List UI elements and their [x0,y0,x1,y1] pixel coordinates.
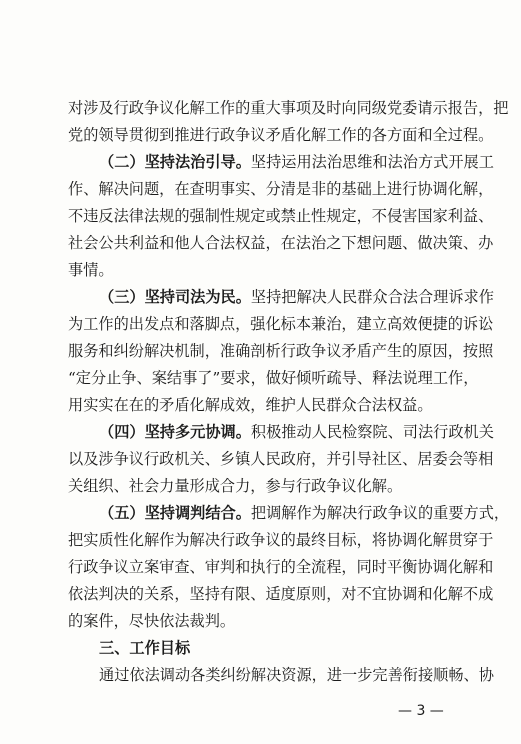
subsection-heading: （二）坚持法治引导。 [99,153,251,171]
line-text: 事情。 [68,261,114,279]
paragraph-line [68,395,460,415]
line-text: 不违反法律法规的强制性规定或禁止性规定，不侵害国家利益、 [68,207,494,225]
paragraph-line [99,665,494,685]
paragraph-line [68,611,460,631]
line-text: 把调解作为解决行政争议的重要方式， [250,504,510,522]
line-text: 社会公共利益和他人合法权益，在法治之下想问题、做决策、办 [68,234,494,252]
line-text: 依法判决的关系，坚持有限、适度原则，对不宜协调和化解不成 [68,585,494,603]
line-text: 服务和纠纷解决机制，准确剖析行政争议矛盾产生的原因，按照 [68,342,494,360]
paragraph-line [68,368,479,388]
line-text: 为工作的出发点和落脚点，强化标本兼治，建立高效便捷的诉讼 [68,315,494,333]
section-heading-work-goals [99,638,460,658]
paragraph-line [68,530,494,550]
line-text: “定分止争、案结事了”要求，做好倾听疏导、释法说理工作， [68,369,479,387]
line-text: 对涉及行政争议化解工作的重大事项及时向同级党委请示报告，把 [68,99,509,117]
line-text: 把实质性化解作为解决行政争议的最终目标，将协调化解贯穿于 [68,531,494,549]
page-number: — 3 — [398,703,444,719]
line-text: 通过依法调动各类纠纷解决资源，进一步完善衔接顺畅、协 [99,666,494,684]
subsection-heading: （三）坚持司法为民。 [99,288,251,306]
paragraph-line [68,314,494,334]
line-text: 党的领导贯彻到推进行政争议矛盾化解工作的各方面和全过程。 [68,126,494,144]
line-text: 坚持把解决人民群众合法合理诉求作 [250,288,494,306]
line-text: 的案件，尽快依法裁判。 [68,612,236,630]
paragraph-line [68,341,494,361]
paragraph-line [68,584,494,604]
paragraph-line [68,125,494,145]
paragraph-line [68,449,494,469]
line-text: 关组织、社会力量形成合力，参与行政争议化解。 [68,477,403,495]
paragraph-line [68,179,494,199]
subsection-heading: （五）坚持调判结合。 [99,504,251,522]
section-three-heading-line [99,287,494,307]
paragraph-line [68,206,494,226]
section-two-heading-line [99,152,494,172]
line-text: 用实实在在的矛盾化解成效，维护人民群众合法权益。 [68,396,433,414]
section-four-heading-line [99,422,494,442]
paragraph-line [68,476,460,496]
line-text: 积极推动人民检察院、司法行政机关 [250,423,494,441]
paragraph-line [68,233,494,253]
line-text: 坚持运用法治思维和法治方式开展工 [250,153,494,171]
line-text: 作、解决问题，在查明事实、分清是非的基础上进行协调化解， [68,180,494,198]
line-text: 以及涉争议行政机关、乡镇人民政府，并引导社区、居委会等相 [68,450,494,468]
line-text: 行政争议立案审查、审判和执行的全流程，同时平衡协调化解和 [68,558,494,576]
subsection-heading: （四）坚持多元协调。 [99,423,251,441]
paragraph-line [68,98,509,118]
paragraph-line [68,557,494,577]
section-five-heading-line [99,503,510,523]
section-heading-text: 三、工作目标 [99,639,191,657]
paragraph-line [68,260,460,280]
